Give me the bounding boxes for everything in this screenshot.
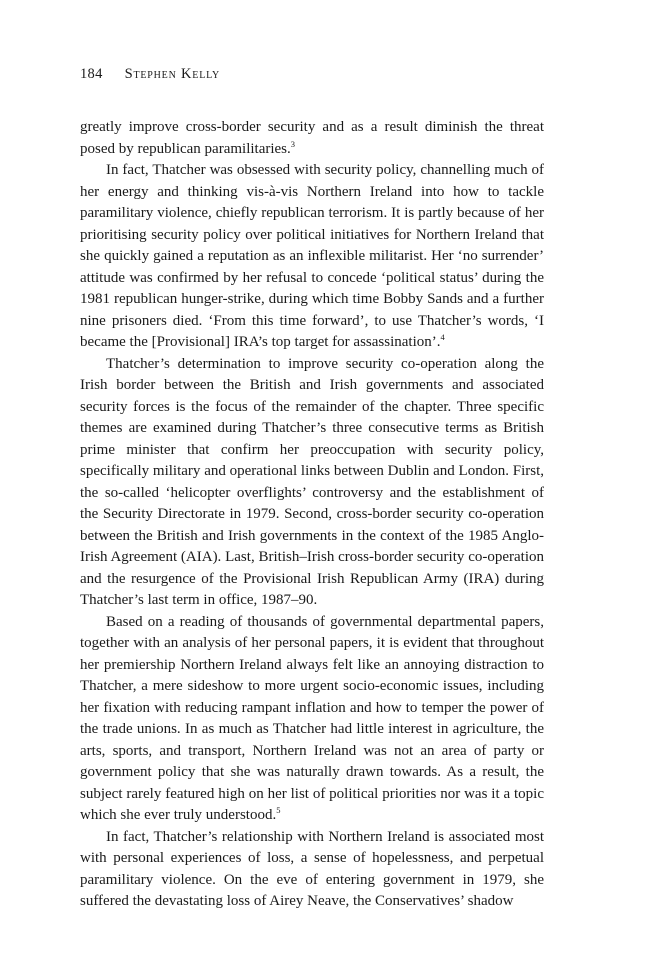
body-text <box>80 117 544 913</box>
paragraph-5-text: In fact, Thatcher’s relationship with Northern Ireland is associated most with personal experiences of loss, a sense of hopelessness, and perpetual paramilitary violence. On the eve of entering government in 1979, she suffered the devastating loss of Airey Neave, the Conservatives’ shadow <box>80 828 544 909</box>
paragraph-2 <box>80 160 544 354</box>
paragraph-1-text: greatly improve cross-border security and as a result diminish the threat posed by republican paramilitaries. <box>80 119 544 157</box>
running-head <box>80 64 544 84</box>
paragraph-4-text: Based on a reading of thousands of governmental departmental papers, together with an analysis of her personal papers, it is evident that throughout her premiership Northern Ireland always felt like an annoying distraction to Thatcher, a mere sideshow to more urgent socio-economic issues, including her fixation with reducing rampant inflation and how to temper the power of the trade unions. In as much as Thatcher had little interest in agriculture, the arts, sports, and transport, Northern Ireland was not an area of party or government policy that she was naturally drawn towards. As a result, the subject rarely featured high on her list of political priorities nor was it a topic which she ever truly understood. <box>80 613 544 823</box>
paragraph-2-text: In fact, Thatcher was obsessed with security policy, channelling much of her energy and thinking vis-à-vis Northern Ireland into how to tackle paramilitary violence, chiefly republican terrorism. It is partly because of her prioritising security policy over political initiatives for Northern Ireland that she quickly gained a reputation as an inflexible militarist. Her ‘no surrender’ attitude was confirmed by her refusal to concede ‘political status’ during the 1981 republican hunger-strike, during which time Bobby Sands and a further nine prisoners died. ‘From this time forward’, to use Thatcher’s words, ‘I became the [Provisional] IRA’s top target for assassination’. <box>80 162 544 350</box>
paragraph-3-text: Thatcher’s determination to improve security co-operation along the Irish border between the British and Irish governments and associated security forces is the focus of the remainder of the chapter. Three specific themes are examined during Thatcher’s three consecutive terms as British prime minister that confirm her preoccupation with security policy, specifically military and operational links between Dublin and London. First, the so-called ‘helicopter overflights’ controversy and the establishment of the Security Directorate in 1979. Second, cross-border security co-operation between the British and Irish governments in the context of the 1985 Anglo-Irish Agreement (AIA). Last, British–Irish cross-border security co-operation and the resurgence of the Provisional Irish Republican Army (IRA) during Thatcher’s last term in office, 1987–90. <box>80 355 544 608</box>
book-page <box>80 64 544 913</box>
paragraph-1 <box>80 117 544 160</box>
footnote-marker-5[interactable]: 5 <box>276 805 281 815</box>
paragraph-5 <box>80 827 544 913</box>
running-head-author: Stephen Kelly <box>124 66 221 82</box>
paragraph-4 <box>80 612 544 827</box>
footnote-marker-4[interactable]: 4 <box>440 332 445 342</box>
footnote-marker-3[interactable]: 3 <box>290 138 296 149</box>
paragraph-3 <box>80 354 544 612</box>
page-number: 184 <box>80 66 103 82</box>
